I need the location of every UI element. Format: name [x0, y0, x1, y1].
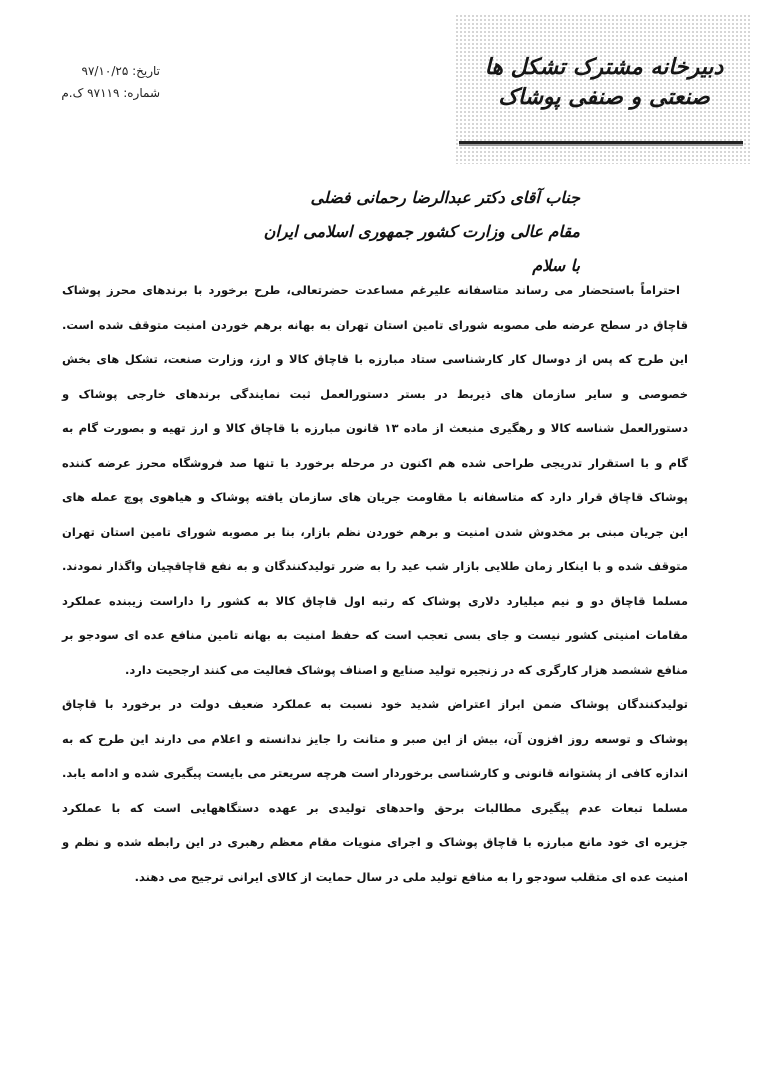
logo-text: دبیرخانه مشترک تشکل ها صنعتی و صنفی پوشاک — [484, 54, 724, 110]
body-line: این جریان مبنی بر مخدوش شدن امنیت و برهم خوردن نظم بازار، بنا بر مصوبه شورای تامین استان تهران — [62, 524, 688, 539]
body-line: احتراماً باستحضار می رساند متاسفانه علیرغم مساعدت حضرتعالی، طرح برخورد با برندهای محرز پوشاک — [62, 283, 680, 297]
body-line: این طرح که پس از دوسال کار کارشناسی ستاد مبارزه با قاچاق کالا و ارز، وزارت صنعت، تشکل های بخش — [62, 352, 688, 366]
body-line: مسلما قاچاق دو و نیم میلیارد دلاری پوشاک که رتبه اول قاچاق کالا به کشور را داراست زیبنده عملکرد — [62, 593, 688, 608]
body-line: تولیدکنندگان پوشاک ضمن ابراز اعتراض شدید خود نسبت به عملکرد ضعیف دولت در برخورد با قاچاق — [62, 697, 688, 711]
letterhead-logo — [455, 14, 751, 164]
greeting: با سلام — [532, 256, 580, 275]
body-line: مسلما تبعات عدم پیگیری مطالبات برحق واحدهای تولیدی بر عهده دستگاههایی است که با عملکرد — [62, 800, 688, 815]
body-line: منافع ششصد هزار کارگری که در زنجیره تولید صنایع و اصناف پوشاک فعالیت می کنند ارجحیت دارد. — [124, 662, 688, 677]
recipient-name: جناب آقای دکتر عبدالرضا رحمانی فضلی — [310, 188, 580, 207]
body-line: اندازه کافی از پشتوانه قانونی و کارشناسی برخوردار است هرچه سریعتر می بایست پیگیری شده و ادامه یابد. — [62, 766, 688, 780]
body-line: قاچاق در سطح عرضه طی مصوبه شورای تامین استان تهران به بهانه برهم خوردن امنیت متوقف شده است. — [62, 317, 688, 332]
body-line: پوشاک و توسعه روز افزون آن، بیش از این صبر و متانت را جایز ندانسته و اعلام می دارند این طرح که به — [62, 731, 688, 746]
recipient-title: مقام عالی وزارت کشور جمهوری اسلامی ایران — [263, 222, 580, 241]
body-line: متوقف شده و با اینکار زمان طلایی بازار شب عید را به ضرر تولیدکنندگان و به نفع قاچاقچیان واگذار نمودند. — [62, 559, 688, 573]
body-line: امنیت عده ای متقلب سودجو را به منافع تولید ملی در سال حمایت از کالای ایرانی ترجیح می دهند. — [134, 869, 688, 884]
body-line: گام و با استقرار تدریجی طراحی شده هم اکنون در مرحله برخورد با تنها صد فروشگاه محرز عرضه کننده — [62, 455, 688, 470]
letter-meta — [60, 60, 160, 104]
body-line: پوشاک قاچاق قرار دارد که متاسفانه با مقاومت جریان های سازمان یافته پوشاک و هیاهوی پوچ عمله های — [62, 490, 688, 504]
letter-date: تاریخ: ۹۷/۱۰/۲۵ — [81, 64, 160, 78]
letter-number: شماره: ۹۷۱۱۹ ک.م — [61, 86, 160, 100]
body-line: دستورالعمل شناسه کالا و رهگیری منبعث از ماده ۱۳ قانون مبارزه با قاچاق کالا و ارز تهیه و بصورت گام به — [62, 421, 688, 435]
body-line: جزیره ای خود مانع مبارزه با قاچاق پوشاک و اجرای منویات مقام معظم رهبری در این رابطه شده و نظم و — [62, 835, 688, 849]
body-line: مقامات امنیتی کشور نیست و جای بسی تعجب است که حفظ امنیت به بهانه تامین منافع عده ای سودجو بر — [62, 628, 688, 642]
letter-body — [62, 273, 688, 894]
body-line: خصوصی و سایر سازمان های ذیربط در بستر دستورالعمل ثبت نمایندگی برندهای خارجی پوشاک و — [62, 386, 688, 401]
logo-divider — [459, 141, 743, 146]
